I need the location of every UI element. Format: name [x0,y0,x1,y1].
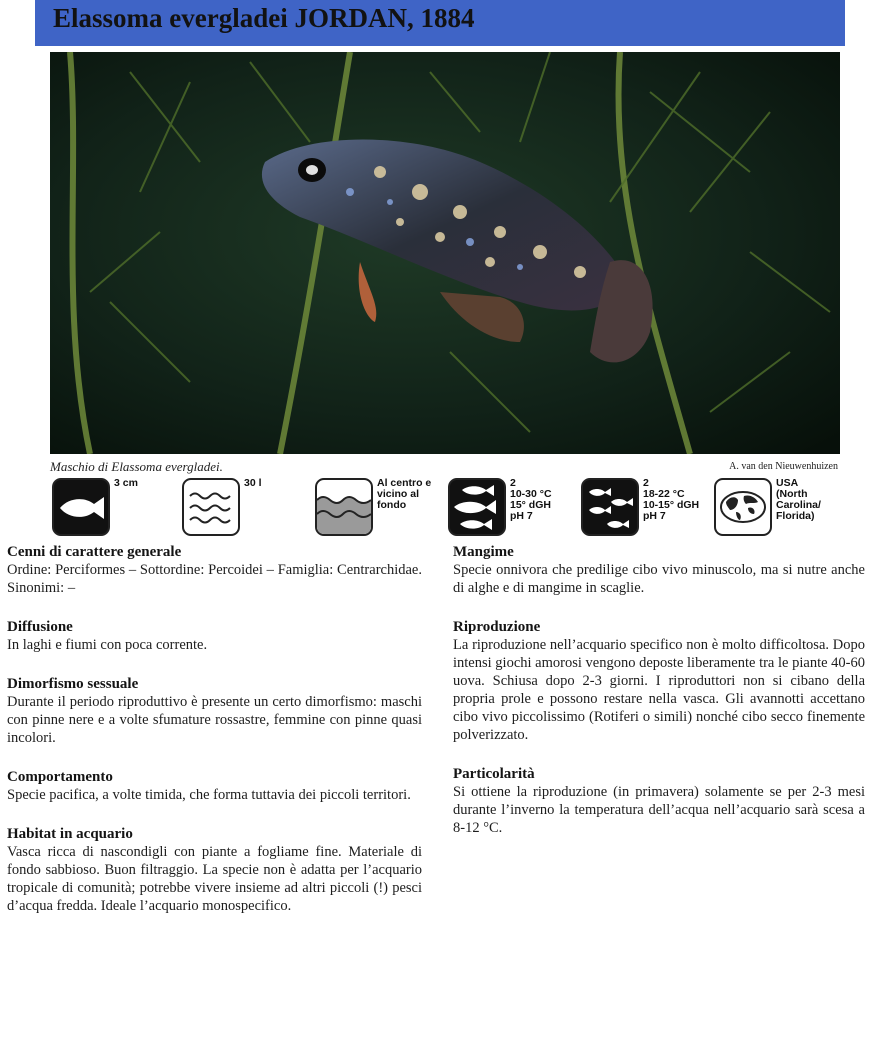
maintenance-values: 2 10-30 °C 15° dGH pH 7 [510,477,552,522]
tank-volume-icon [182,478,240,536]
breeding-values: 2 18-22 °C 10-15° dGH pH 7 [643,477,700,522]
photo-caption: Maschio di Elassoma evergladei. [50,459,223,474]
section-particulars [453,765,865,837]
section-food [453,543,865,597]
section-heading: Mangime [453,544,514,560]
size-value: 3 cm [114,477,138,489]
section-heading: Cenni di carattere generale [7,544,182,560]
swimming-zone-icon [315,478,373,536]
section-behaviour [7,768,422,804]
section-heading: Diffusione [7,619,73,635]
section-text: Durante il periodo riproduttivo è presente un certo dimorfismo: maschi con pinne nere e a volte sfumature rossastre, femmine con pinne quasi incolori. [7,694,422,746]
section-text: Vasca ricca di nascondigli con piante a fogliame fine. Materiale di fondo sabbioso. Buon filtraggio. La specie non è adatta per l’acquario tropicale di comunità; potrebbe vivere insieme ad altri piccoli (!) pesci d’acqua fredda. Ideale l’acquario monospecifico. [7,844,422,914]
section-text: In laghi e fiumi con poca corrente. [7,637,208,653]
maintenance-fish-icon [448,478,506,536]
section-general [7,543,422,597]
section-text: Specie pacifica, a volte timida, che forma tuttavia dei piccoli territori. [7,787,411,803]
section-text: Specie onnivora che predilige cibo vivo minuscolo, ma si nutre anche di alghe e di mangime in scaglie. [453,562,865,596]
tank-volume-value: 30 l [244,477,262,489]
globe-icon [714,478,772,536]
section-text: Si ottiene la riproduzione (in primavera) solamente se per 2-3 mesi durante l’inverno la temperatura dell’acqua nell’acquario sarà scesa a 8-12 °C. [453,784,865,836]
section-heading: Particolarità [453,766,535,782]
section-text: Ordine: Perciformes – Sottordine: Percoidei – Famiglia: Centrarchidae. Sinonimi: – [7,562,422,596]
section-heading: Dimorfismo sessuale [7,676,139,692]
left-column [7,543,422,936]
fish-photo [50,52,840,454]
breeding-fish-icon [581,478,639,536]
right-column [453,543,865,858]
section-reproduction [453,618,865,744]
section-heading: Riproduzione [453,619,541,635]
page-title: Elassoma evergladei JORDAN, 1884 [53,3,475,33]
title-bar [35,0,845,46]
swimming-zone-value: Al centro e vicino al fondo [377,477,432,511]
section-distribution [7,618,422,654]
section-aquarium-habitat [7,825,422,915]
section-heading: Habitat in acquario [7,826,133,842]
photo-credit: A. van den Nieuwenhuizen [729,461,838,472]
size-fish-icon [52,478,110,536]
section-heading: Comportamento [7,769,113,785]
section-text: La riproduzione nell’acquario specifico non è molto difficoltosa. Dopo intensi giochi amorosi vengono deposte liberamente tra le piante 40-60 uova. Schiusa dopo 2-3 giorni. I riproduttori non si cibano della propria prole e possono restare nella vasca. Gli avannotti accettano cibo vivo piccolissimo (Rotiferi o simili) nonché cibo secco finemente polverizzato. [453,637,865,743]
origin-values: USA (North Carolina/ Florida) [776,477,821,522]
section-sexual-dimorphism [7,675,422,747]
